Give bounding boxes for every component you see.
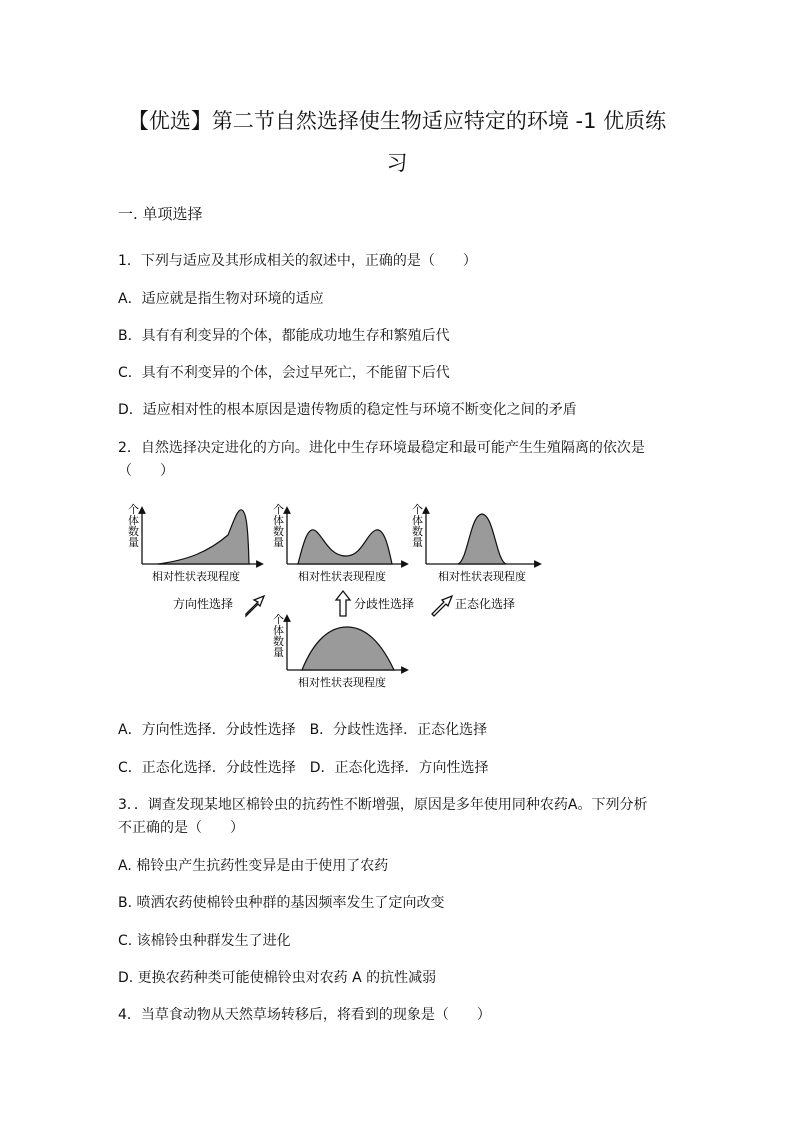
y-axis-char-2: 体 — [273, 514, 284, 527]
y-axis-char-1: 个 — [128, 503, 139, 516]
y-axis-char-3: 数 — [412, 525, 423, 538]
label-stabilizing: 正态化选择 — [455, 597, 516, 611]
page-title — [120, 100, 674, 184]
distribution-curve — [458, 514, 506, 564]
hollow-arrow-icon — [432, 596, 452, 616]
x-axis-label: 相对性状表现程度 — [152, 570, 240, 583]
y-axis-char-2: 体 — [128, 514, 139, 527]
question-1-option-c: C．具有不利变异的个体，会过早死亡，不能留下后代 — [118, 365, 450, 381]
question-3-option-d: D. 更换农药种类可能使棉铃虫对农药 A 的抗性减弱 — [118, 970, 437, 986]
question-3-stem-line-1: 3．．调查发现某地区棉铃虫的抗药性不断增强，原因是多年使用同种农药A。下列分析 — [118, 797, 648, 813]
panel-stabilizing — [412, 503, 538, 583]
arrow-disruptive — [336, 591, 414, 616]
y-axis-char-4: 量 — [412, 536, 423, 549]
hollow-arrow-icon — [246, 596, 264, 616]
question-3-option-c: C. 该棉铃虫种群发生了进化 — [118, 933, 291, 949]
y-axis-char-3: 数 — [273, 635, 284, 648]
y-axis-char-1: 个 — [412, 503, 423, 516]
hollow-arrow-icon — [336, 591, 350, 616]
selection-diagram — [118, 500, 548, 699]
question-4-stem: 4．当草食动物从天然草场转移后，将看到的现象是（ ） — [118, 1007, 491, 1023]
y-axis-char-4: 量 — [273, 536, 284, 549]
distribution-curve — [302, 627, 394, 670]
y-axis-char-4: 量 — [273, 646, 284, 659]
x-axis-label: 相对性状表现程度 — [438, 570, 526, 583]
distribution-curve — [158, 510, 249, 564]
y-axis-char-1: 个 — [273, 503, 284, 516]
y-axis-char-4: 量 — [128, 536, 139, 549]
x-axis-label: 相对性状表现程度 — [298, 676, 386, 689]
question-2-stem-line-2: （ ） — [118, 463, 174, 479]
y-axis-char-3: 数 — [273, 525, 284, 538]
question-2-stem-line-1: 2．自然选择决定进化的方向。进化中生存环境最稳定和最可能产生生殖隔离的依次是 — [118, 440, 645, 456]
y-axis-char-3: 数 — [128, 525, 139, 538]
question-1-stem: 1．下列与适应及其形成相关的叙述中，正确的是（ ） — [118, 253, 477, 269]
panel-disruptive — [273, 503, 405, 583]
label-directional: 方向性选择 — [173, 597, 234, 611]
question-1-option-d: D．适应相对性的根本原因是遗传物质的稳定性与环境不断变化之间的矛盾 — [118, 402, 577, 418]
question-3-stem-line-2: 不正确的是（ ） — [118, 820, 244, 836]
distribution-curve — [298, 530, 392, 564]
y-axis-char-2: 体 — [273, 624, 284, 637]
arrow-directional — [173, 596, 264, 616]
label-disruptive: 分歧性选择 — [354, 597, 415, 611]
question-3-option-b: B. 喷洒农药使棉铃虫种群的基因频率发生了定向改变 — [118, 895, 445, 911]
arrow-stabilizing — [432, 596, 515, 616]
panel-original — [273, 613, 405, 689]
title-line-2: 习 — [386, 151, 408, 175]
selection-diagram-svg — [118, 500, 548, 695]
title-line-1: 【优选】第二节自然选择使生物适应特定的环境 -1 优质练 — [127, 109, 667, 133]
x-axis-label: 相对性状表现程度 — [298, 570, 386, 583]
question-1-option-a: A．适应就是指生物对环境的适应 — [118, 291, 324, 307]
question-1-option-b: B．具有有利变异的个体，都能成功地生存和繁殖后代 — [118, 328, 450, 344]
section-heading: 一. 单项选择 — [118, 205, 203, 223]
question-3-option-a: A. 棉铃虫产生抗药性变异是由于使用了农药 — [118, 858, 389, 874]
question-2-option-cd: C．正态化选择．分歧性选择 D．正态化选择．方向性选择 — [118, 760, 489, 776]
question-2-option-ab: A．方向性选择．分歧性选择 B．分歧性选择．正态化选择 — [118, 722, 488, 738]
y-axis-char-1: 个 — [273, 613, 284, 626]
panel-directional — [128, 503, 260, 583]
y-axis-char-2: 体 — [412, 514, 423, 527]
